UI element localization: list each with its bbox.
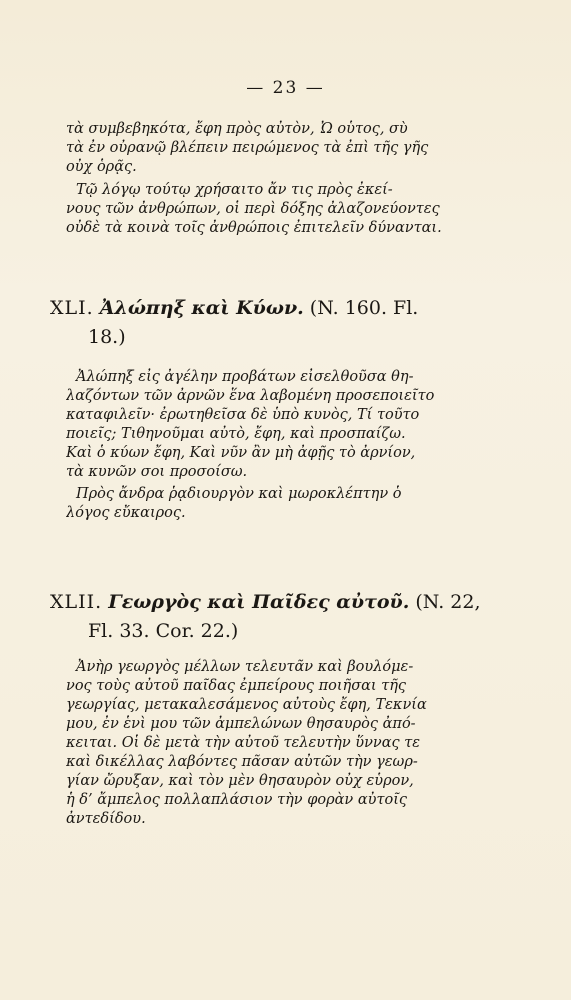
- fable-reference: (N. 160. Fl.: [309, 297, 419, 319]
- fable-heading-42: [50, 590, 540, 614]
- fable-number: XLII.: [50, 591, 103, 613]
- fable-body-42: [66, 658, 526, 829]
- text-line: κειται. Οἱ δὲ μετὰ τὴν αὐτοῦ τελευτὴν ὕννας τε: [66, 735, 421, 751]
- fable-body-41: [66, 368, 526, 523]
- text-line: ποιεῖς; Τιθηνοῦμαι αὐτὸ, ἔφη, καὶ προσπαίζω.: [66, 426, 406, 442]
- text-line: τὰ ἐν οὐρανῷ βλέπειν πειρώμενος τὰ ἐπὶ τῆς γῆς: [66, 140, 429, 156]
- text-line: ἀντεδίδου.: [66, 811, 146, 827]
- fable-title: Γεωργὸς καὶ Παῖδες αὐτοῦ.: [108, 591, 410, 613]
- fable-heading-41: [50, 296, 540, 320]
- text-line: καὶ δικέλλας λαβόντες πᾶσαν αὐτῶν τὴν γεωρ-: [66, 754, 418, 770]
- fable-title: Ἀλώπηξ καὶ Κύων.: [99, 297, 304, 319]
- moral-line: οὐδὲ τὰ κοινὰ τοῖς ἀνθρώποις ἐπιτελεῖν δύνανται.: [66, 220, 442, 236]
- text-line: τὰ κυνῶν σοι προσοίσω.: [66, 464, 248, 480]
- moral-line: Τῷ λόγῳ τούτῳ χρήσαιτο ἄν τις πρὸς ἐκεί-: [76, 182, 393, 198]
- text-line: καταφιλεῖν· ἐρωτηθεῖσα δὲ ὑπὸ κυνὸς, Τί τοῦτο: [66, 407, 420, 423]
- moral-line: νους τῶν ἀνθρώπων, οἱ περὶ δόξης ἀλαζονεύοντες: [66, 201, 440, 217]
- text-line: νος τοὺς αὐτοῦ παῖδας ἐμπείρους ποιῆσαι τῆς: [66, 678, 407, 694]
- text-line: μου, ἐν ἑνὶ μου τῶν ἀμπελώνων θησαυρὸς ἀπό-: [66, 716, 416, 732]
- previous-fable-ending: [66, 120, 526, 238]
- text-line: γεωργίας, μετακαλεσάμενος αὐτοὺς ἔφη, Τεκνία: [66, 697, 427, 713]
- text-line: γίαν ὤρυξαν, καὶ τὸν μὲν θησαυρὸν οὐχ εὗρον,: [66, 773, 414, 789]
- fable-reference-continued: Fl. 33. Cor. 22.): [88, 620, 239, 642]
- text-line: Ἀνὴρ γεωργὸς μέλλων τελευτᾶν καὶ βουλόμε-: [76, 659, 414, 675]
- fable-number: XLI.: [50, 297, 94, 319]
- text-line: λαζόντων τῶν ἀρνῶν ἕνα λαβομένη προσεποιεῖτο: [66, 388, 435, 404]
- text-line: ἡ δ’ ἄμπελος πολλαπλάσιον τὴν φορὰν αὐτοῖς: [66, 792, 408, 808]
- moral-line: λόγος εὔκαιρος.: [66, 505, 186, 521]
- fable-reference: (N. 22,: [415, 591, 481, 613]
- page-number: — 23 —: [246, 78, 325, 98]
- fable-reference-continued: 18.): [88, 326, 126, 348]
- moral-line: Πρὸς ἄνδρα ῥᾳδιουργὸν καὶ μωροκλέπτην ὁ: [76, 486, 402, 502]
- text-line: οὐχ ὁρᾷς.: [66, 159, 137, 175]
- text-line: Ἀλώπηξ εἰς ἀγέλην προβάτων εἰσελθοῦσα θη-: [76, 369, 414, 385]
- text-line: τὰ συμβεβηκότα, ἔφη πρὸς αὐτὸν, Ὦ οὗτος, σὺ: [66, 121, 408, 137]
- text-line: Καὶ ὁ κύων ἔφη, Καὶ νῦν ἂν μὴ ἀφῇς τὸ ἀρνίον,: [66, 445, 416, 461]
